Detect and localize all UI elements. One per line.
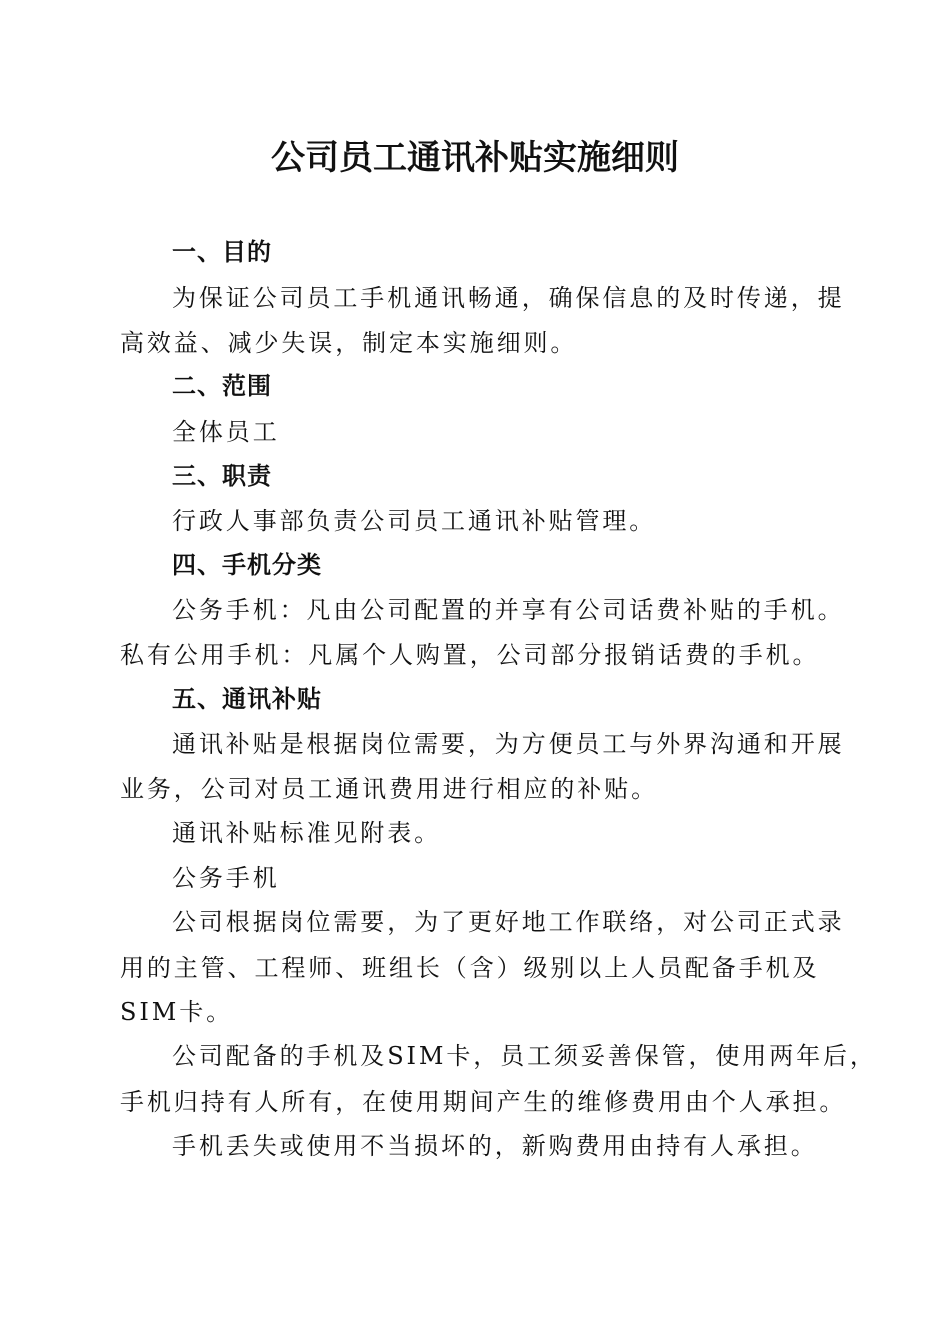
- paragraph-line: 业务，公司对员工通讯费用进行相应的补贴。: [120, 775, 658, 803]
- paragraph-line: 用的主管、工程师、班组长（含）级别以上人员配备手机及: [120, 954, 820, 982]
- section-heading-purpose: 一、目的: [172, 238, 272, 266]
- paragraph-line: 手机丢失或使用不当损坏的，新购费用由持有人承担。: [172, 1132, 818, 1160]
- document-title: 公司员工通讯补贴实施细则: [271, 138, 679, 178]
- paragraph-line: 公司配备的手机及SIM卡，员工须妥善保管，使用两年后，: [172, 1042, 877, 1070]
- paragraph-line: 为保证公司员工手机通讯畅通，确保信息的及时传递，提: [172, 284, 845, 312]
- paragraph-line: SIM卡。: [120, 998, 233, 1026]
- paragraph-line: 通讯补贴标准见附表。: [172, 819, 441, 847]
- paragraph-line: 公司根据岗位需要，为了更好地工作联络，对公司正式录: [172, 908, 845, 936]
- paragraph-line: 高效益、减少失误，制定本实施细则。: [120, 329, 578, 357]
- paragraph-line: 全体员工: [172, 418, 280, 446]
- section-heading-phone-types: 四、手机分类: [172, 551, 322, 579]
- paragraph-line: 公务手机: [172, 864, 280, 892]
- section-heading-duty: 三、职责: [172, 462, 272, 490]
- paragraph-line: 公务手机：凡由公司配置的并享有公司话费补贴的手机。: [172, 596, 845, 624]
- section-heading-subsidy: 五、通讯补贴: [172, 685, 322, 713]
- paragraph-line: 手机归持有人所有，在使用期间产生的维修费用由个人承担。: [120, 1088, 847, 1116]
- paragraph-line: 行政人事部负责公司员工通讯补贴管理。: [172, 507, 657, 535]
- paragraph-line: 私有公用手机：凡属个人购置，公司部分报销话费的手机。: [120, 641, 820, 669]
- section-heading-scope: 二、范围: [172, 372, 272, 400]
- paragraph-line: 通讯补贴是根据岗位需要，为方便员工与外界沟通和开展: [172, 730, 845, 758]
